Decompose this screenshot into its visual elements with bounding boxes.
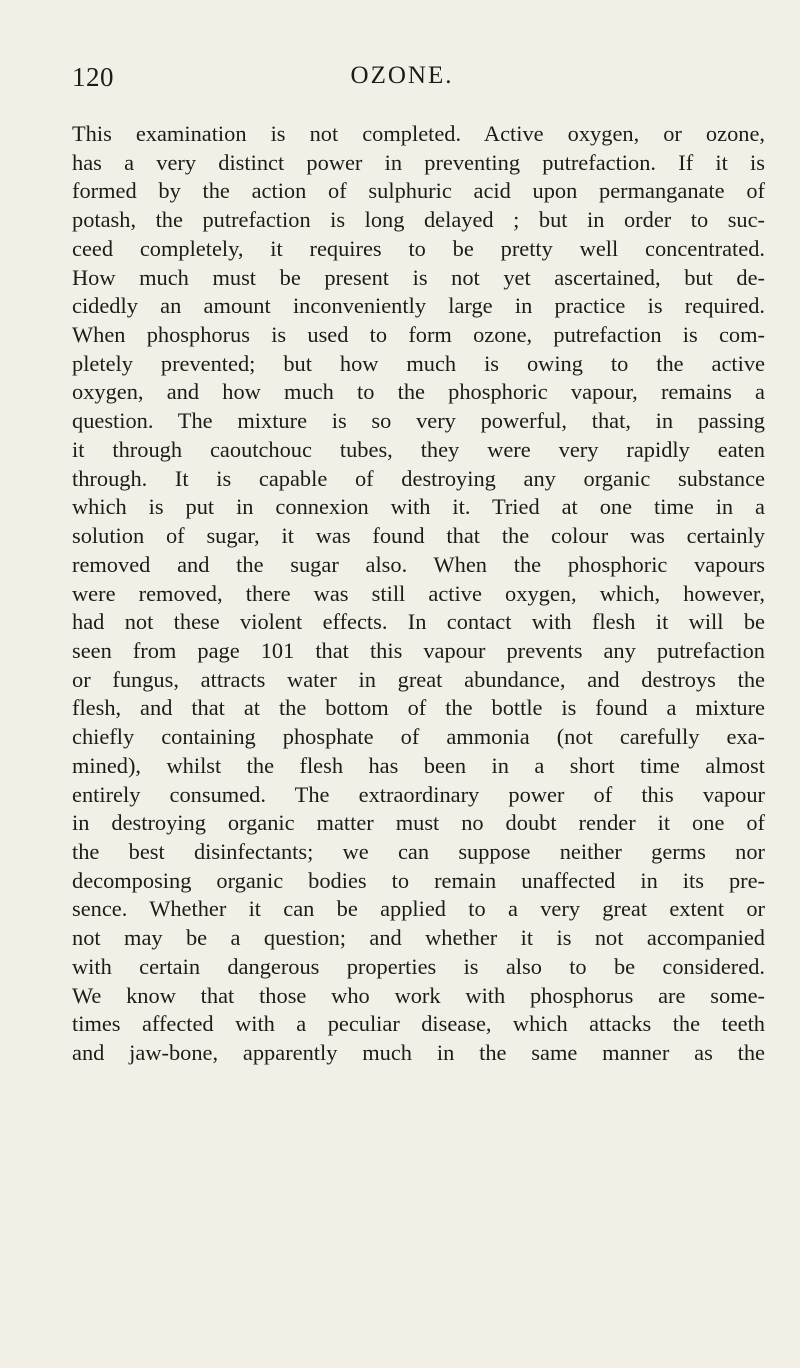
text-line: chiefly containing phosphate of ammonia (not carefully exa- (72, 724, 765, 750)
text-line: with certain dangerous properties is also to be considered. (72, 953, 765, 979)
text-line: mined), whilst the flesh has been in a short time almost (72, 752, 765, 778)
text-line: were removed, there was still active oxygen, which, however, (72, 580, 765, 606)
text-line: sence. Whether it can be applied to a very great extent or (72, 896, 765, 922)
text-line: ceed completely, it requires to be pretty well concentrated. (72, 235, 765, 261)
text-line: question. The mixture is so very powerful, that, in passing (72, 408, 765, 434)
text-line: decomposing organic bodies to remain unaffected in its pre- (72, 867, 765, 893)
text-line: This examination is not completed. Active oxygen, or ozone, (72, 121, 765, 146)
text-line: When phosphorus is used to form ozone, putrefaction is com- (72, 322, 765, 348)
text-line: We know that those who work with phosphorus are some- (72, 982, 765, 1008)
text-line: cidedly an amount inconveniently large in practice is required. (72, 293, 765, 319)
text-line: times affected with a peculiar disease, which attacks the teeth (72, 1011, 765, 1037)
text-line: in destroying organic matter must no doubt render it one of (72, 810, 765, 836)
text-line: flesh, and that at the bottom of the bottle is found a mixture (72, 695, 765, 721)
text-line: pletely prevented; but how much is owing to the active (72, 350, 765, 376)
text-line: through. It is capable of destroying any organic substance (72, 465, 765, 491)
body-text (72, 120, 765, 1068)
text-line: potash, the putrefaction is long delayed ; but in order to suc- (72, 207, 765, 233)
page-header (72, 62, 732, 102)
text-line: entirely consumed. The extraordinary power of this vapour (72, 781, 765, 807)
text-line: it through caoutchouc tubes, they were very rapidly eaten (72, 436, 765, 462)
text-line: or fungus, attracts water in great abundance, and destroys the (72, 666, 765, 692)
text-line: has a very distinct power in preventing putrefaction. If it is (72, 149, 765, 175)
running-title: OZONE. (350, 62, 454, 89)
text-line: How much must be present is not yet ascertained, but de- (72, 264, 765, 290)
text-line: and jaw-bone, apparently much in the same manner as the (72, 1040, 765, 1065)
text-line: the best disinfectants; we can suppose neither germs nor (72, 838, 765, 864)
text-line: had not these violent effects. In contact with flesh it will be (72, 609, 765, 635)
text-line: which is put in connexion with it. Tried at one time in a (72, 494, 765, 520)
text-line: seen from page 101 that this vapour prevents any putrefaction (72, 637, 765, 663)
text-line: formed by the action of sulphuric acid upon permanganate of (72, 178, 765, 204)
text-line: removed and the sugar also. When the phosphoric vapours (72, 551, 765, 577)
text-line: solution of sugar, it was found that the colour was certainly (72, 523, 765, 549)
text-line: oxygen, and how much to the phosphoric vapour, remains a (72, 379, 765, 405)
page-number: 120 (72, 62, 114, 92)
text-line: not may be a question; and whether it is not accompanied (72, 925, 765, 951)
